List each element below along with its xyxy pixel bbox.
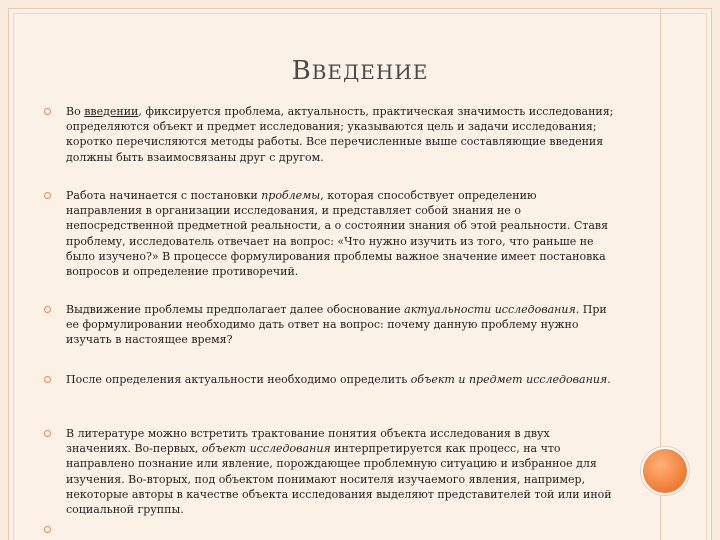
bullet-icon	[44, 108, 51, 115]
list-item-text	[66, 426, 614, 517]
italic-term: объект исследования	[201, 442, 331, 456]
italic-term: объект и предмет исследования	[410, 373, 608, 386]
bullet-icon	[44, 526, 51, 533]
text-run: Работа начинается с постановки	[66, 189, 262, 202]
bullet-icon	[44, 376, 51, 383]
list-item-text	[66, 302, 614, 348]
text-run: Выдвижение проблемы предполагает далее обоснование	[66, 303, 405, 316]
text-run: В литературе можно встретить трактование понятия объекта исследования в двух значениях. Во-первых,	[66, 427, 550, 456]
text-run: . При ее формулировании необходимо дать ответ на вопрос: почему данную проблему нужно изучать в настоящее время?	[66, 303, 607, 347]
bullet-icon	[44, 192, 51, 199]
list-item-text	[66, 104, 614, 165]
decorative-circle	[641, 447, 689, 495]
text-run: После определения актуальности необходимо определить	[66, 373, 411, 386]
italic-term: проблемы	[261, 189, 321, 202]
list-item	[44, 104, 614, 165]
list-item	[44, 302, 614, 348]
underlined-term: введении	[84, 105, 139, 118]
list-item	[44, 188, 614, 279]
list-item	[44, 372, 614, 387]
text-run: , которая способствует определению направления в организации исследования, и представляет собой знания не о непосредственной предметной реальности, а о состоянии знания об этой реальности. Ставя проблему, исследователь отвечает на вопрос: «Что нужно изучить из того, что раньше не было изучено?» В процессе формулирования проблемы важное значение имеет постановка вопросов и определение противоречий.	[66, 189, 609, 279]
page-title	[0, 56, 720, 86]
text-run: .	[607, 373, 611, 386]
bullet-icon	[44, 430, 51, 437]
list-item	[44, 426, 614, 517]
title-initial: В	[291, 56, 312, 86]
title-rest: ВЕДЕНИЕ	[311, 60, 429, 84]
italic-term: актуальности исследования	[404, 303, 576, 316]
text-run: , фиксируется проблема, актуальность, практическая значимость исследования; определяются объект и предмет исследования; указываются цель и задачи исследования; коротко перечисляются методы работы. Все перечисленные выше составляющие введения должны быть взаимосвязаны друг с другом.	[66, 105, 614, 164]
list-item-text	[66, 372, 614, 387]
bullet-icon	[44, 306, 51, 313]
list-item-text	[66, 188, 614, 279]
text-run: Во	[66, 105, 85, 118]
text-run: интерпретируется как процесс, на что направлено познание или явление, порождающее проблемную ситуацию и избранное для изучения. Во-вторых, под объектом понимают носителя изучаемого явления, например, некоторые авторы в качестве объекта исследования выделяют представителей той или иной социальной группы.	[66, 442, 612, 517]
